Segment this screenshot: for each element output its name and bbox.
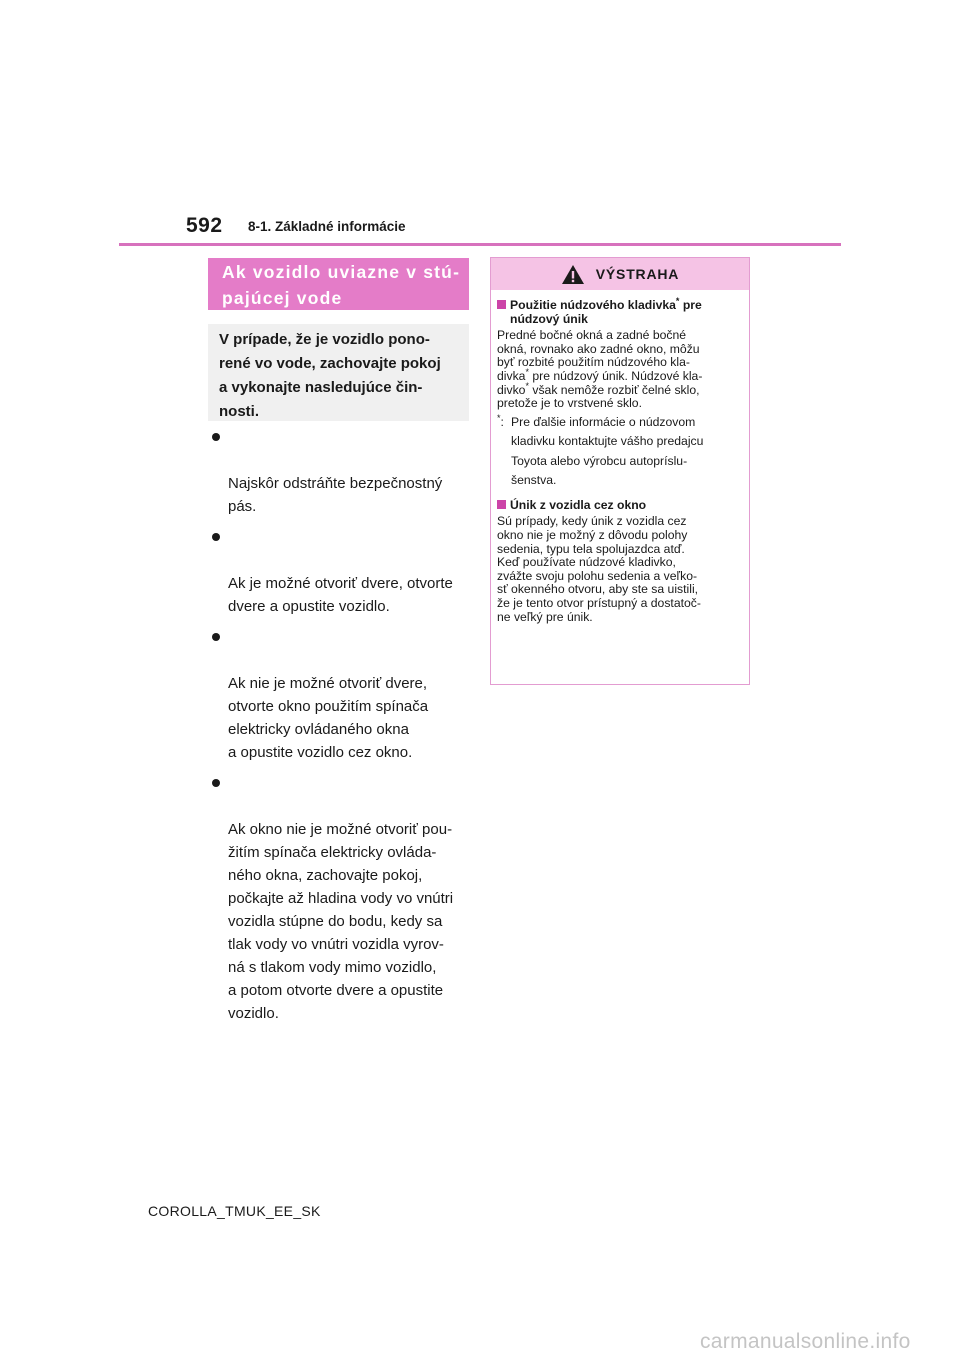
warning-box (490, 257, 750, 685)
footnote-mark (497, 413, 504, 433)
warning-triangle-icon (561, 264, 585, 285)
subheading-text-rest: pre núdzový únik (510, 298, 702, 326)
bullet-list (208, 426, 478, 1033)
list-item (208, 426, 478, 518)
list-item (208, 526, 478, 618)
list-item (208, 626, 478, 764)
watermark: carmanualsonline.info (700, 1330, 911, 1353)
warning-subheading (497, 499, 741, 513)
warning-subheading (497, 295, 741, 326)
list-item-text: Najskôr odstráňte bezpečnostný pás. (228, 475, 443, 515)
footnote (497, 413, 741, 491)
section-title (208, 258, 469, 310)
page-number: 592 (186, 214, 223, 237)
warning-title: VÝSTRAHA (595, 266, 680, 282)
square-bullet-icon (497, 300, 506, 309)
asterisk-mark: * (525, 366, 529, 377)
asterisk-mark: * (525, 380, 529, 391)
bullet-dot-icon (212, 633, 220, 641)
paragraph-text: pre núdzový únik. Núdzové kla- divko (497, 368, 703, 397)
footer-document-code: COROLLA_TMUK_EE_SK (148, 1203, 321, 1219)
intro-box: V prípade, že je vozidlo pono- rené vo vode, zachovajte pokoj a vykonajte nasledujúce čin- nosti. (208, 324, 469, 421)
bullet-dot-icon (212, 533, 220, 541)
paragraph-text: Predné bočné okná a zadné bočné okná, rovnako ako zadné okno, môžu byť rozbité použitím núdzového kla- divka (497, 328, 700, 383)
section-header: 8-1. Základné informácie (248, 219, 406, 234)
warning-body (491, 290, 749, 624)
warning-header (491, 258, 749, 290)
list-item-text: Ak okno nie je možné otvoriť pou- žitím spínača elektricky ovláda- ného okna, zachovajte pokoj, počkajte až hladina vody vo vnútri vozidla stúpne do bodu, kedy sa tlak vody vo vnútri vozidla vyrov- ná s tlakom vody mimo vozidlo, a potom otvorte dvere a opustite vozidlo. (228, 821, 454, 1022)
list-item (208, 772, 478, 1025)
footnote-text: Pre ďalšie informácie o núdzovom kladivku kontaktujte vášho predajcu Toyota alebo výrobcu autopríslu- šenstva. (511, 414, 704, 488)
footnote-colon: : (500, 414, 504, 429)
warning-paragraph (497, 329, 741, 411)
header-rule (119, 243, 841, 246)
bullet-dot-icon (212, 779, 220, 787)
bullet-dot-icon (212, 433, 220, 441)
asterisk-mark: * (675, 295, 680, 306)
list-item-text: Ak nie je možné otvoriť dvere, otvorte okno použitím spínača elektricky ovládaného okna a opustite vozidlo cez okno. (228, 675, 429, 761)
square-bullet-icon (497, 500, 506, 509)
subheading-text: Únik z vozidla cez okno (510, 497, 647, 512)
paragraph-text: však nemôže rozbiť čelné sklo, pretože je to vrstvené sklo. (497, 382, 700, 411)
list-item-text: Ak je možné otvoriť dvere, otvorte dvere a opustite vozidlo. (228, 575, 453, 615)
subheading-text: Použitie núdzového kladivka (510, 298, 676, 312)
section-title-text: Ak vozidlo uviazne v stú- pajúcej vode (222, 262, 461, 308)
warning-paragraph: Sú prípady, kedy únik z vozidla cez okno nie je možný z dôvodu polohy sedenia, typu tela spolujazdca atď. Keď používate núdzové kladivko, zvážte svoju polohu sedenia a veľko- sť okenného otvoru, aby ste sa uistili, že je tento otvor prístupný a dostatoč- ne veľký pre únik. (497, 514, 701, 624)
asterisk-mark: * (497, 412, 501, 423)
